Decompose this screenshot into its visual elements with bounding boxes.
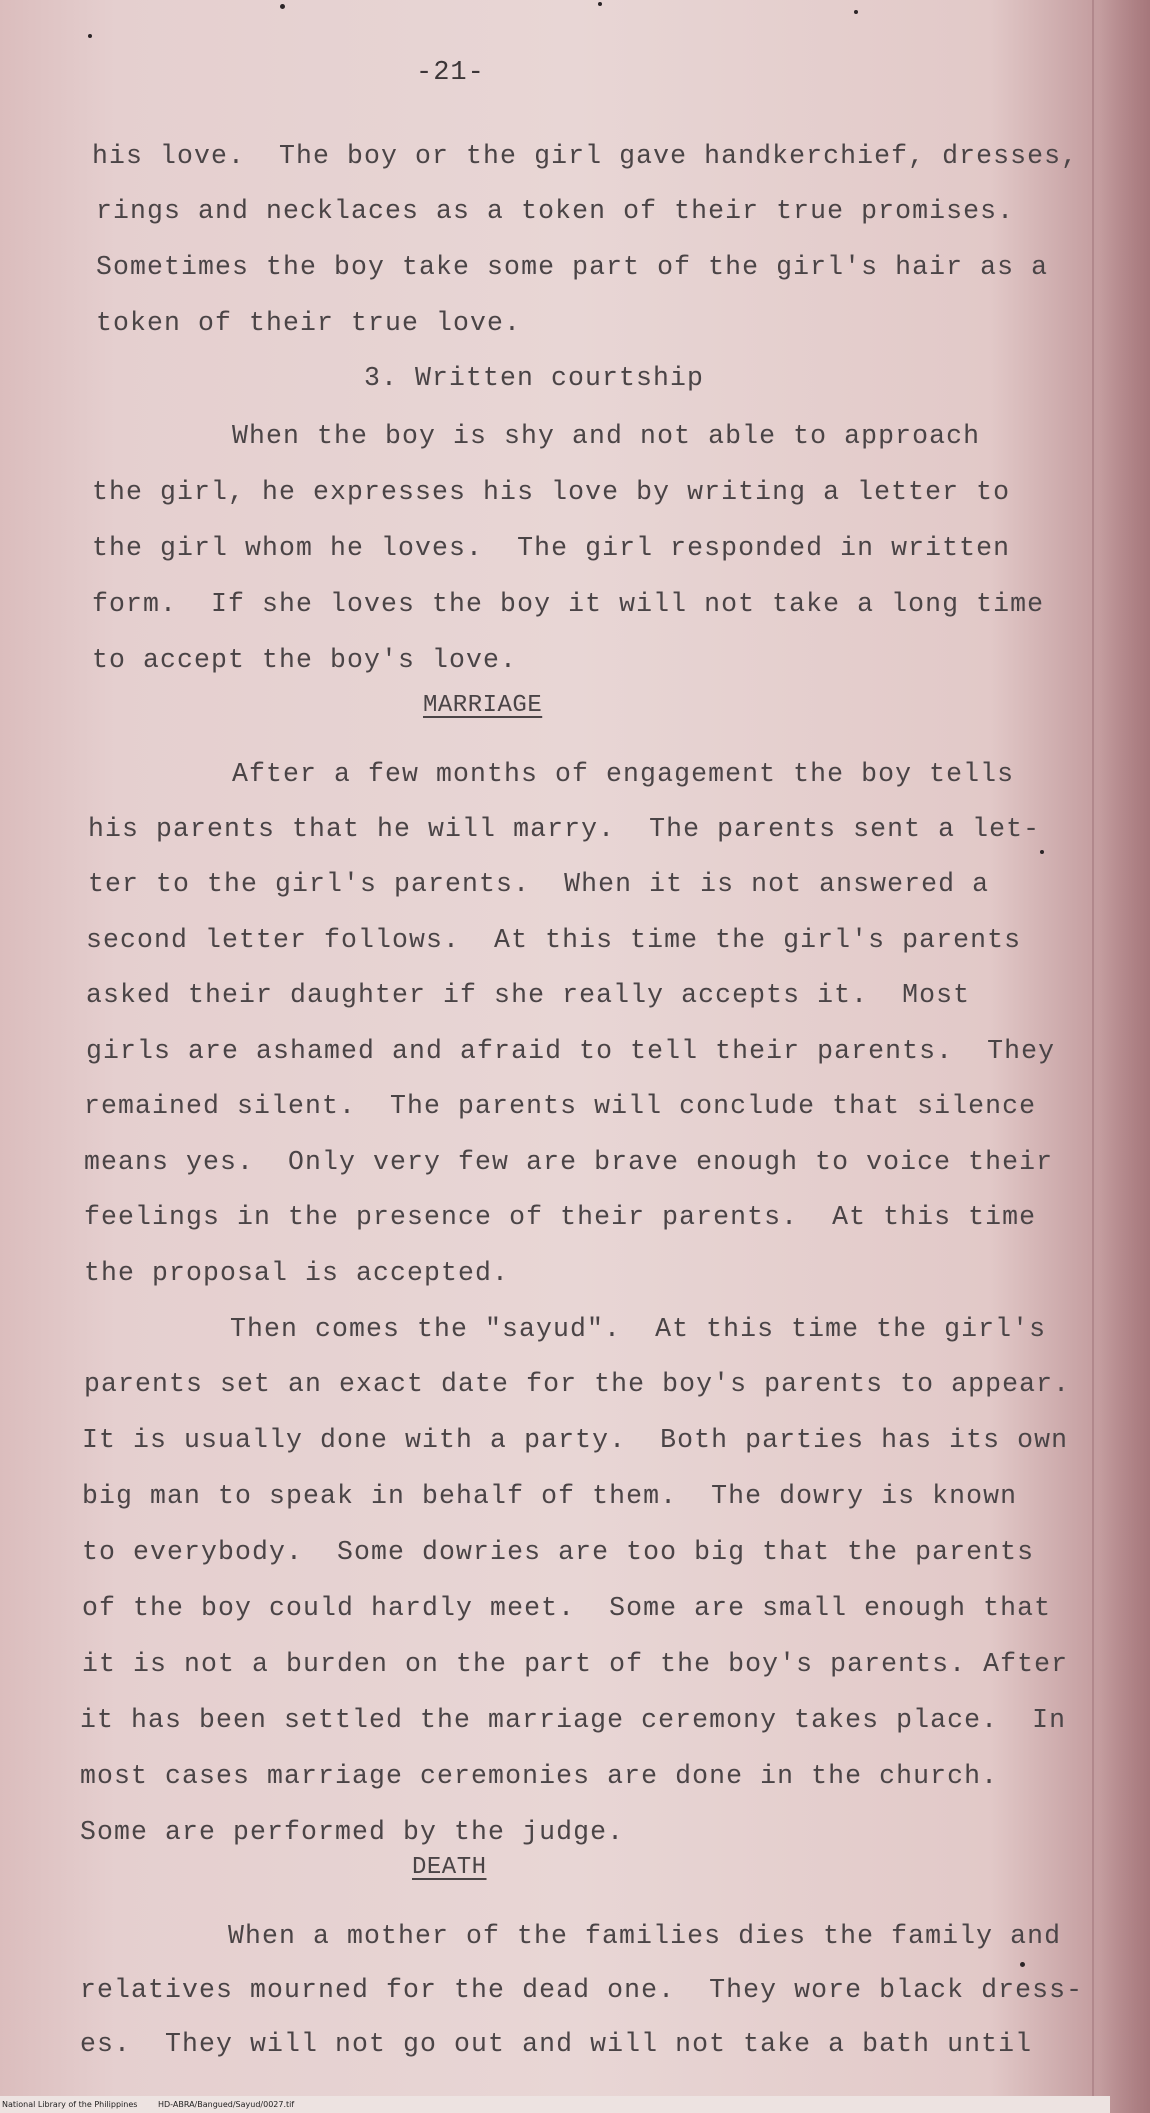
ink-speck (280, 4, 285, 9)
text-line: When the boy is shy and not able to approach (232, 421, 981, 451)
text-line: remained silent. The parents will conclude that silence (84, 1091, 1037, 1121)
ink-speck (1020, 1962, 1025, 1967)
text-line: Sometimes the boy take some part of the girl's hair as a (96, 252, 1049, 282)
heading-death: DEATH (412, 1854, 487, 1881)
text-line: big man to speak in behalf of them. The dowry is known (82, 1481, 1018, 1511)
text-line: ter to the girl's parents. When it is not answered a (88, 869, 990, 899)
text-line: the girl whom he loves. The girl responded in written (92, 533, 1011, 563)
text-line: After a few months of engagement the boy tells (232, 759, 1015, 789)
ink-speck (598, 2, 602, 6)
text-line: second letter follows. At this time the girl's parents (86, 925, 1022, 955)
text-line: parents set an exact date for the boy's parents to appear. (84, 1369, 1071, 1399)
text-line: es. They will not go out and will not take a bath until (80, 2029, 1033, 2059)
ink-speck (1040, 850, 1044, 854)
section-title: 3. Written courtship (364, 363, 705, 393)
text-line: it has been settled the marriage ceremony takes place. In (80, 1705, 1067, 1735)
text-line: rings and necklaces as a token of their true promises. (96, 196, 1015, 226)
text-line: means yes. Only very few are brave enough to voice their (84, 1147, 1054, 1177)
text-line: When a mother of the families dies the family and (228, 1921, 1062, 1951)
text-line: most cases marriage ceremonies are done in the church. (80, 1761, 999, 1791)
text-line: his love. The boy or the girl gave handkerchief, dresses, (92, 141, 1079, 171)
heading-marriage: MARRIAGE (423, 692, 543, 719)
text-line: Then comes the "sayud". At this time the girl's (230, 1314, 1047, 1344)
page-edge (1092, 0, 1094, 2113)
text-line: form. If she loves the boy it will not take a long time (92, 589, 1045, 619)
text-line: Some are performed by the judge. (80, 1817, 625, 1847)
text-line: of the boy could hardly meet. Some are small enough that (82, 1593, 1052, 1623)
text-line: feelings in the presence of their parents. At this time (84, 1202, 1037, 1232)
text-line: to accept the boy's love. (92, 645, 518, 675)
library-credit: National Library of the Philippines (2, 2100, 138, 2109)
book-spine-shadow (1100, 0, 1150, 2113)
text-line: it is not a burden on the part of the boy's parents. After (82, 1649, 1069, 1679)
ink-speck (88, 34, 92, 38)
text-line: It is usually done with a party. Both parties has its own (82, 1425, 1069, 1455)
text-line: relatives mourned for the dead one. They wore black dress- (80, 1975, 1084, 2005)
text-line: his parents that he will marry. The parents sent a let- (88, 814, 1041, 844)
text-line: to everybody. Some dowries are too big that the parents (82, 1537, 1035, 1567)
text-line: token of their true love. (96, 308, 522, 338)
text-line: asked their daughter if she really accepts it. Most (86, 980, 971, 1010)
file-identifier: HD-ABRA/Bangued/Sayud/0027.tif (158, 2100, 295, 2109)
text-line: the proposal is accepted. (84, 1258, 510, 1288)
text-line: girls are ashamed and afraid to tell their parents. They (86, 1036, 1056, 1066)
text-line: the girl, he expresses his love by writing a letter to (92, 477, 1011, 507)
page-number: -21- (416, 58, 485, 88)
ink-speck (854, 10, 858, 14)
